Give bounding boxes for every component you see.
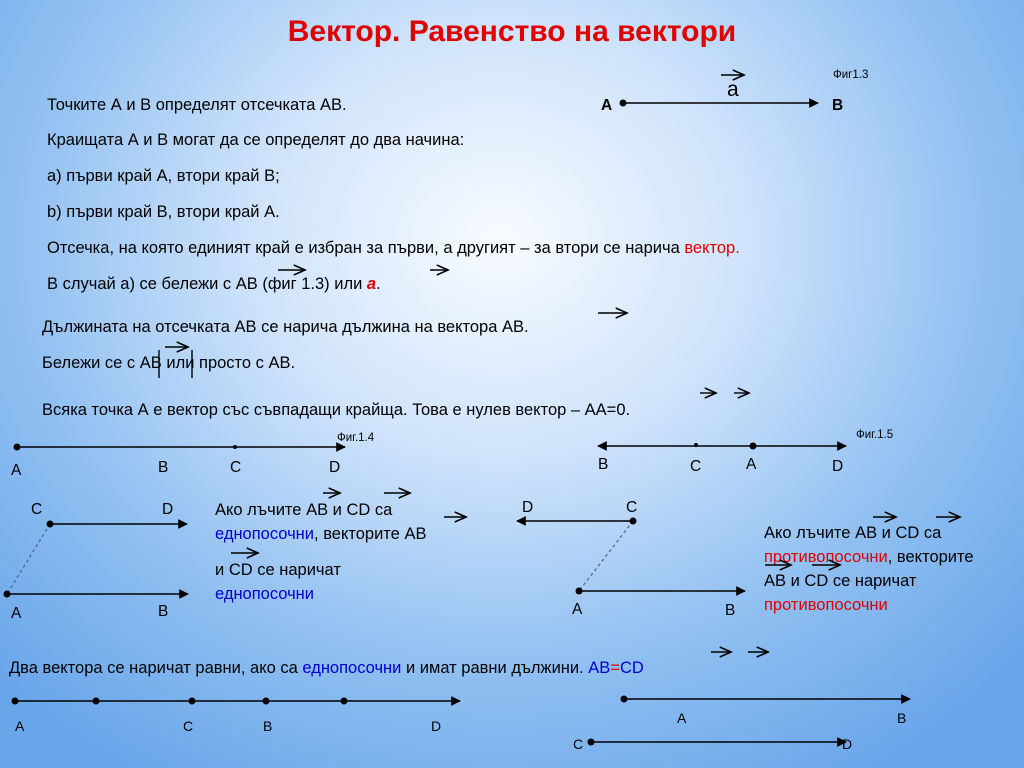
eq-left-d: D (431, 718, 442, 734)
opp-dashed (579, 521, 633, 591)
intro-line-3: a) първи край А, втори край В; (47, 167, 280, 185)
fig13-vec-name: a (727, 78, 739, 101)
eq-right-c: C (573, 736, 584, 752)
fig15-point-a (750, 443, 757, 450)
eq-left-point-c (189, 698, 196, 705)
eq-left-point-b (263, 698, 270, 705)
same-fig-b: B (158, 603, 169, 620)
eq-right-d: D (842, 736, 853, 752)
fig14-d: D (329, 459, 341, 476)
same-fig-c: C (31, 501, 43, 518)
same-fig-a: A (11, 605, 22, 622)
eq-left-point-5 (341, 698, 348, 705)
fig13-label-a: A (601, 97, 613, 114)
fig15-c: C (690, 458, 702, 475)
fig14-label: Фиг.1.4 (337, 432, 375, 444)
eq-left-a: A (15, 718, 25, 734)
fig14-c: C (230, 459, 242, 476)
fig15-label: Фиг.1.5 (856, 429, 894, 441)
fig14-point-c (233, 445, 237, 449)
opp-point-c (630, 518, 637, 525)
same-text-2: еднопосочни, векторите АВ (215, 525, 427, 543)
fig14-point-a (14, 444, 21, 451)
page-title: Вектор. Равенство на вектори (287, 15, 737, 48)
eq-left-c: C (183, 718, 194, 734)
same-text-4: еднопосочни (215, 585, 315, 603)
intro-line-6: В случай а) се бележи с АВ (фиг 1.3) или а. (47, 275, 381, 293)
eq-right-b: B (897, 710, 907, 726)
abs-ab: АВ (139, 354, 162, 372)
fig13-label: Фиг1.3 (833, 69, 869, 81)
opp-fig-d: D (522, 499, 534, 516)
equal-line: Два вектора се наричат равни, ако са еднопосочни и имат равни дължини. AB=CD (9, 659, 644, 677)
length-line-1: Дължината на отсечката АВ се нарича дължина на вектора АВ. (42, 318, 529, 336)
same-point-a (4, 591, 11, 598)
eq-left-point-a (12, 698, 19, 705)
same-text-3: и CD се наричат (215, 561, 341, 579)
fig15-b: B (598, 456, 609, 473)
same-fig-d: D (162, 501, 174, 518)
opp-fig-c: C (626, 499, 638, 516)
opp-fig-a: A (572, 601, 583, 618)
term-vector: вектор (684, 239, 736, 257)
opp-point-a (576, 588, 583, 595)
fig15-d: D (832, 458, 844, 475)
same-text-1: Ако лъчите АВ и CD са (215, 501, 393, 519)
eq-left-point-2 (93, 698, 100, 705)
intro-line-1: Точките А и В определят отсечката АВ. (47, 96, 347, 114)
intro-line-5: Отсечка, на която единият край е избран за първи, а другият – за втори се нарича вектор. (47, 239, 740, 257)
eq-right-a: A (677, 710, 687, 726)
same-dashed (7, 524, 50, 594)
opp-text-2: противопосочни, векторите (764, 548, 974, 566)
zero-vector-line: Всяка точка А е вектор със съвпадащи крайща. Това е нулев вектор – АА=0. (42, 401, 631, 419)
eq-right-point-c (588, 739, 595, 746)
fig15-a: A (746, 456, 757, 473)
fig14-a: A (11, 462, 22, 479)
intro-line-4: b) първи край В, втори край А. (47, 203, 280, 221)
opp-text-3: АВ и CD се наричат (764, 572, 917, 590)
same-point-c (47, 521, 54, 528)
fig15-point-c (694, 443, 698, 447)
opp-text-1: Ако лъчите АВ и CD са (764, 524, 942, 542)
length-line-2: Бележи се с АВ или просто с АВ. (42, 354, 296, 372)
vector-ab: АВ (235, 275, 258, 293)
eq-right-point-a (621, 696, 628, 703)
eq-left-b: B (263, 718, 273, 734)
fig14-b: B (158, 459, 169, 476)
fig13-label-b: B (832, 97, 844, 114)
opp-text-4: противопосочни (764, 596, 888, 614)
intro-line-2: Краищата А и В могат да се определят до два начина: (47, 131, 465, 149)
fig13-point-a (620, 100, 627, 107)
vector-a: а (366, 275, 377, 293)
opp-fig-b: B (725, 602, 736, 619)
